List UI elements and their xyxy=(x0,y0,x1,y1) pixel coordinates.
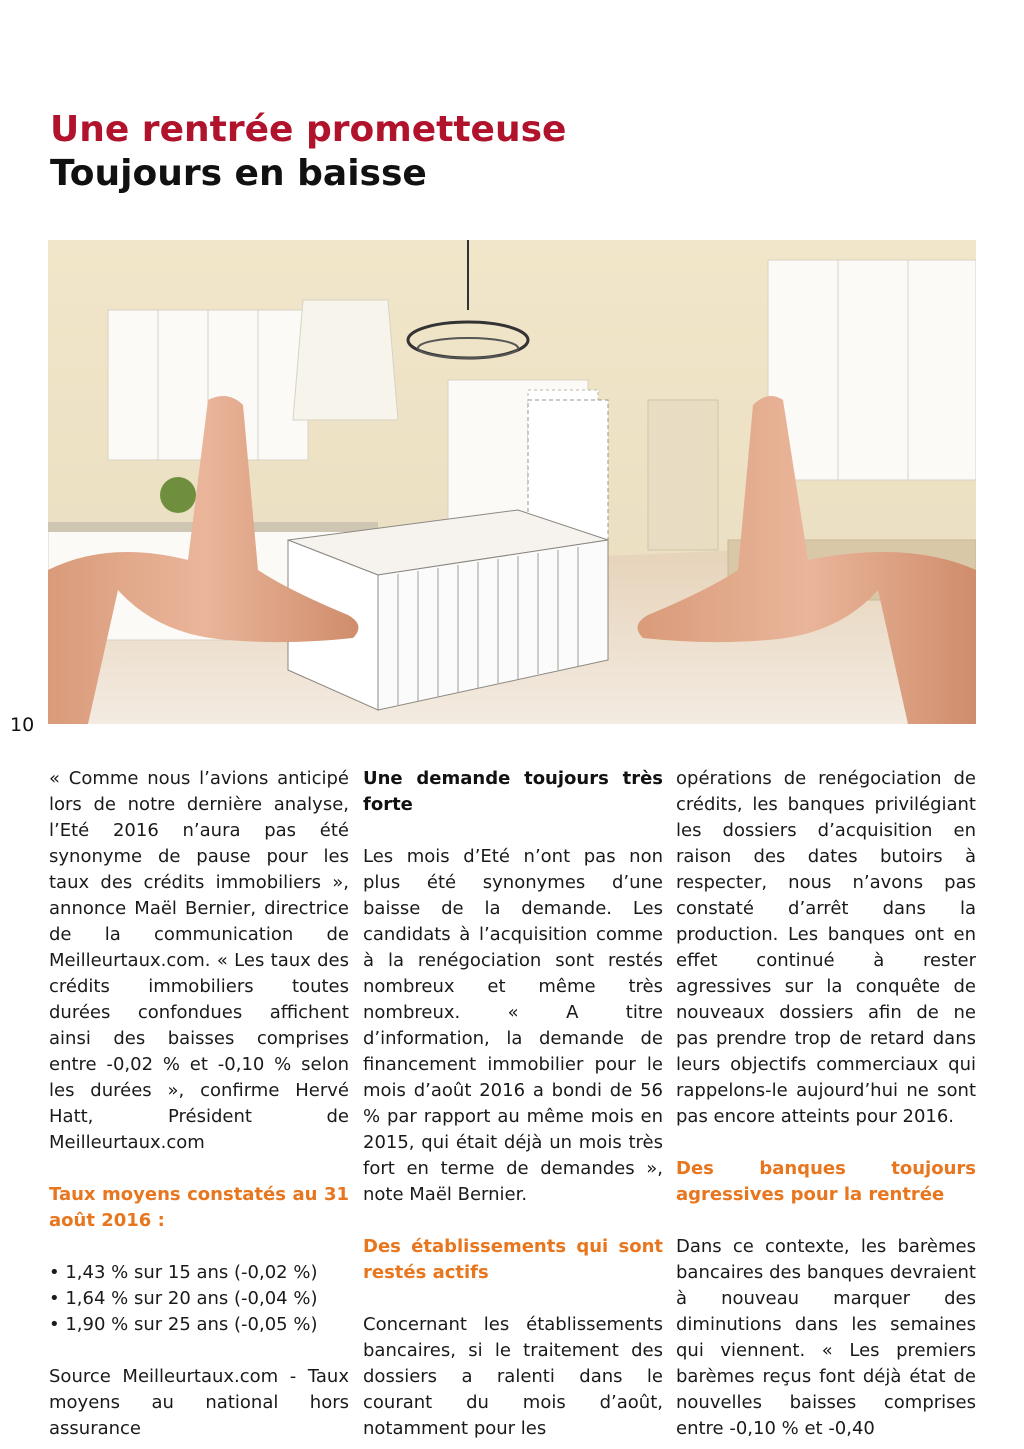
rates-heading: Taux moyens constatés au 31 août 2016 : xyxy=(49,1184,349,1231)
kitchen-photo xyxy=(48,240,976,724)
rates-list xyxy=(49,1260,349,1338)
article-title xyxy=(50,108,566,196)
page-number: 10 xyxy=(10,714,35,736)
source-note: Source Meilleurtaux.com - Taux moyens au national hors assurance xyxy=(49,1366,349,1439)
title-red: Une rentrée prometteuse xyxy=(50,109,567,150)
section-heading-demand: Une demande toujours très forte xyxy=(363,768,663,815)
list-item: • 1,90 % sur 25 ans (-0,05 %) xyxy=(49,1314,318,1335)
establishments-paragraph: Concernant les établissements bancaires, si le traitement des dossiers a ralenti dans le courant du mois d’août, notamment pour les xyxy=(363,1314,663,1439)
list-item: • 1,43 % sur 15 ans (-0,02 %) xyxy=(49,1262,318,1283)
column-3 xyxy=(676,766,976,1442)
continued-paragraph: opérations de renégociation de crédits, les banques privilégiant les dossiers d’acquisition en raison des dates butoirs à respecter, nous n’avons pas constaté d’arrêt dans la production. Les banques ont en effet continué à rester agressives sur la conquête de nouveaux dossiers afin de ne pas prendre trop de retard dans leurs objectifs commerciaux qui rappelons-le aujourd’hui ne sont pas encore atteints pour 2016. xyxy=(676,768,976,1127)
section-heading-banks: Des banques toujours agressives pour la rentrée xyxy=(676,1158,976,1205)
list-item: • 1,64 % sur 20 ans (-0,04 %) xyxy=(49,1288,318,1309)
title-black: Toujours en baisse xyxy=(50,153,427,194)
demand-paragraph: Les mois d’Eté n’ont pas non plus été synonymes d’une baisse de la demande. Les candidats à l’acquisition comme à la renégociation sont restés nombreux et même très nombreux. « A titre d’information, la demande de financement immobilier pour le mois d’août 2016 a bondi de 56 % par rapport au même mois en 2015, qui était déjà un mois très fort en terme de demandes », note Maël Bernier. xyxy=(363,846,663,1205)
column-2 xyxy=(363,766,663,1442)
intro-paragraph: « Comme nous l’avions anticipé lors de notre dernière analyse, l’Eté 2016 n’aura pas été synonyme de pause pour les taux des crédits immobiliers », annonce Maël Bernier, directrice de la communication de Meilleurtaux.com. « Les taux des crédits immobiliers toutes durées confondues affichent ainsi des baisses comprises entre -0,02 % et -0,10 % selon les durées », confirme Hervé Hatt, Président de Meilleurtaux.com xyxy=(49,768,349,1153)
column-1 xyxy=(49,766,349,1442)
banks-paragraph: Dans ce contexte, les barèmes bancaires des banques devraient à nouveau marquer des diminutions dans les semaines qui viennent. « Les premiers barèmes reçus font déjà état de nouvelles baisses comprises entre -0,10 % et -0,40 xyxy=(676,1236,976,1439)
section-heading-establishments: Des établissements qui sont restés actifs xyxy=(363,1236,663,1283)
